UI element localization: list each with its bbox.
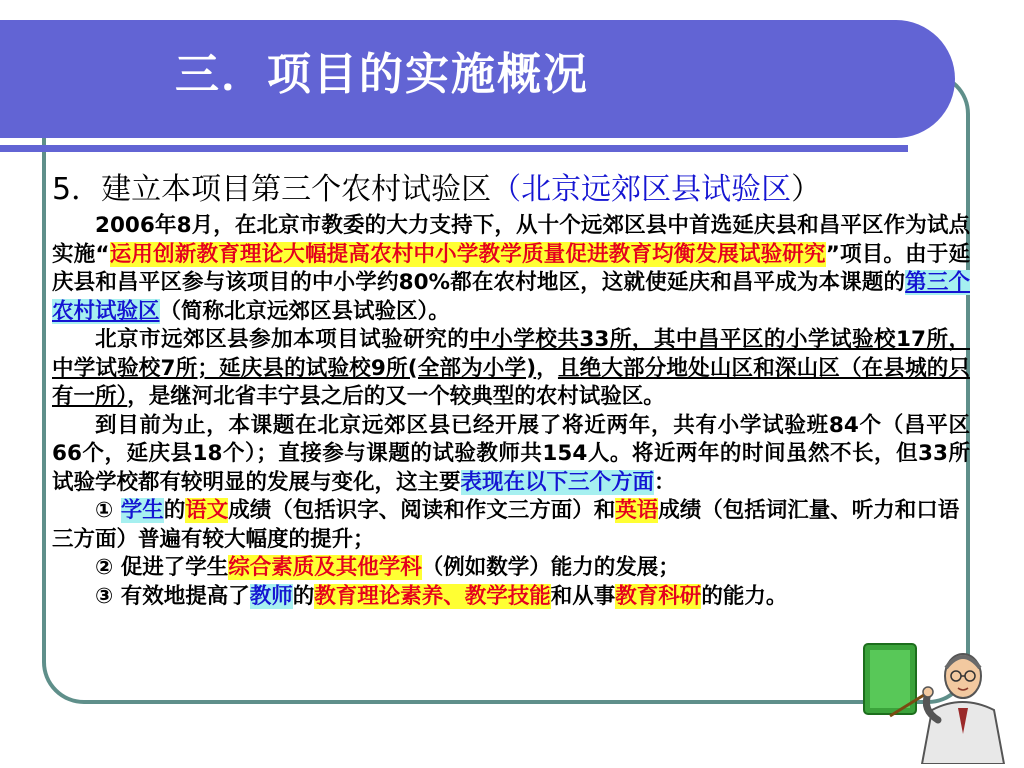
- item2-number: ②: [95, 555, 114, 580]
- section-heading-paren-open: （: [491, 172, 522, 207]
- section-heading-main: 建立本项目第三个农村试验区: [101, 172, 492, 207]
- para2-underlined-schools: 中小学校共33所，其中昌平区的小学试验校17所，中学试验校7所；延庆县的试验校9所(全部为小学): [52, 327, 970, 381]
- section-heading-paren: 北京远郊区县试验区: [521, 172, 792, 207]
- para1-text-3: （简称北京远郊区县试验区）。: [159, 298, 450, 324]
- item1-highlight-students: 学生: [120, 498, 164, 523]
- para1-text-1: 2006年8月，在北京市教委的大力支持下，从十个远郊区县中首选延庆县和昌平区作为试点实施“: [52, 213, 970, 267]
- para1-text-2: ”项目。由于延庆县和昌平区参与该项目的中小学约80%都在农村地区，这就使延庆和昌平成为本课题的: [52, 241, 970, 295]
- paragraph-1: [52, 212, 970, 326]
- item3-text-4: 的能力。: [701, 583, 788, 609]
- item3-text-3: 和从事: [550, 583, 616, 609]
- slide-title: 三．项目的实施概况: [175, 49, 589, 100]
- para3-text-1: 到目前为止，本课题在北京远郊区县已经开展了将近两年，共有小学试验班84个（昌平区66个，延庆县18个）；直接参与课题的试验教师共154人。将近两年的时间虽然不长，但33所试验学校都有较明显的发展与变化，这主要: [52, 412, 970, 495]
- slide-body: [52, 168, 970, 688]
- item3-text-1: 有效地提高了: [120, 583, 250, 609]
- item3-number: ③: [95, 583, 114, 609]
- item1-highlight-chinese: 语文: [185, 498, 229, 523]
- paragraph-2: [52, 326, 970, 412]
- para2-underlined-mountains: 且绝大部分地处山区和深山区（在县城的只有一所）: [52, 355, 970, 409]
- section-number: 5．: [52, 172, 102, 207]
- para1-highlight-third-zone: 第三个农村试验区: [52, 270, 970, 324]
- section-heading-paren-close: ）: [791, 172, 822, 207]
- item1-text-2: 成绩（包括识字、阅读和作文三方面）和: [228, 498, 616, 523]
- item3-highlight-research: 教育科研: [615, 583, 702, 609]
- para1-highlight-project: 运用创新教育理论大幅提高农村中小学教学质量促进教育均衡发展试验研究: [109, 241, 826, 267]
- para2-text-1: 北京市远郊区县参加本项目试验研究的: [95, 327, 470, 352]
- title-underline: [0, 145, 908, 152]
- para3-highlight-three-aspects: 表现在以下三个方面: [460, 469, 655, 495]
- paragraph-3: [52, 412, 970, 498]
- item2-text-2: （例如数学）能力的发展；: [421, 555, 680, 580]
- para2-text-2: ，: [536, 355, 558, 381]
- item3-highlight-teachers: 教师: [249, 583, 293, 609]
- item1-number: ①: [95, 498, 114, 523]
- item1-text-1: 的: [163, 498, 186, 523]
- item3-highlight-skills: 教育理论素养、教学技能: [314, 583, 551, 609]
- list-item-3: [52, 583, 970, 612]
- list-item-2: [52, 554, 970, 583]
- section-heading: [52, 168, 970, 212]
- para3-text-2: ：: [654, 469, 676, 495]
- list-item-1: [52, 497, 970, 554]
- item2-highlight-qualities: 综合素质及其他学科: [228, 555, 422, 580]
- item2-text-1: 促进了学生: [120, 555, 229, 580]
- item1-text-3: 成绩（包括词汇量、听力和口语三方面）普遍有较大幅度的提升；: [52, 498, 960, 552]
- item1-highlight-english: 英语: [615, 498, 659, 523]
- teacher-illustration-icon: [862, 638, 1012, 764]
- para2-text-3: ，是继河北省丰宁县之后的又一个较典型的农村试验区。: [127, 384, 665, 409]
- item3-text-2: 的: [292, 583, 315, 609]
